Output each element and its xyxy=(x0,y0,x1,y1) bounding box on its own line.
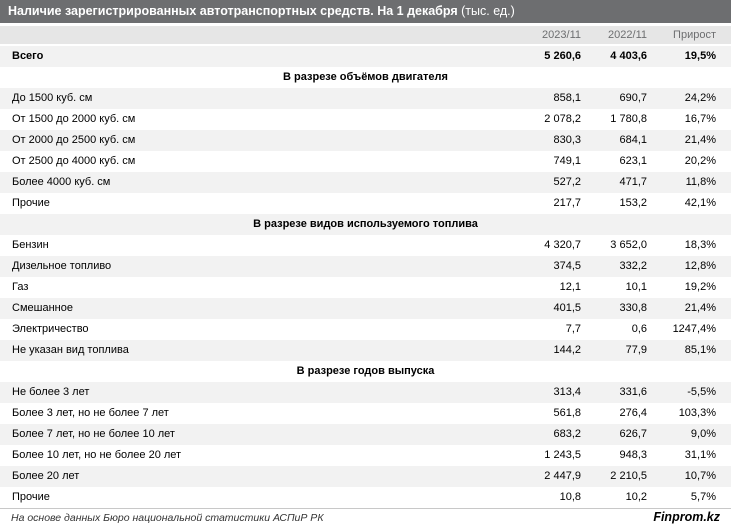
table-row xyxy=(0,319,731,340)
row-label: Бензин xyxy=(12,239,49,251)
row-label: Не более 3 лет xyxy=(12,386,90,398)
value-2023: 683,2 xyxy=(553,428,581,440)
row-label: Более 3 лет, но не более 7 лет xyxy=(12,407,169,419)
value-2023: 561,8 xyxy=(553,407,581,419)
value-2023: 858,1 xyxy=(553,92,581,104)
section-header-label: В разрезе видов используемого топлива xyxy=(253,218,478,230)
value-growth: 5,7% xyxy=(690,491,716,503)
row-label: От 2000 до 2500 куб. см xyxy=(12,134,136,146)
value-2022: 2 210,5 xyxy=(610,470,647,482)
column-header-row xyxy=(0,26,731,44)
row-label: Прочие xyxy=(12,491,50,503)
table-body xyxy=(0,46,731,508)
table-row xyxy=(0,235,731,256)
value-2023: 5 260,6 xyxy=(544,50,581,62)
value-growth: 20,2% xyxy=(684,155,716,167)
brand-logo-text: Finprom.kz xyxy=(653,510,720,524)
value-growth: 1247,4% xyxy=(672,323,716,335)
value-growth: 19,2% xyxy=(684,281,716,293)
value-growth: 16,7% xyxy=(684,113,716,125)
value-2022: 331,6 xyxy=(619,386,647,398)
row-label: Более 10 лет, но не более 20 лет xyxy=(12,449,182,461)
value-2023: 2 447,9 xyxy=(544,470,581,482)
table-title xyxy=(0,0,731,23)
row-label: Всего xyxy=(12,50,44,62)
value-2023: 1 243,5 xyxy=(544,449,581,461)
title-unit: (тыс. ед.) xyxy=(461,4,515,18)
source-note: На основе данных Бюро национальной статистики АСПиР РК xyxy=(11,512,324,524)
table-row xyxy=(0,487,731,508)
row-label: От 2500 до 4000 куб. см xyxy=(12,155,136,167)
value-growth: 103,3% xyxy=(678,407,716,419)
value-growth: -5,5% xyxy=(687,386,716,398)
value-growth: 24,2% xyxy=(684,92,716,104)
value-2022: 77,9 xyxy=(625,344,647,356)
value-2023: 313,4 xyxy=(553,386,581,398)
row-label: Газ xyxy=(12,281,29,293)
value-growth: 31,1% xyxy=(684,449,716,461)
value-2022: 10,1 xyxy=(625,281,647,293)
value-2022: 626,7 xyxy=(619,428,647,440)
table-row xyxy=(0,151,731,172)
column-header-2023: 2023/11 xyxy=(542,29,581,41)
table-row xyxy=(0,466,731,487)
value-2023: 217,7 xyxy=(553,197,581,209)
value-growth: 9,0% xyxy=(690,428,716,440)
table-row xyxy=(0,382,731,403)
value-2022: 153,2 xyxy=(619,197,647,209)
row-label: Более 4000 куб. см xyxy=(12,176,111,188)
value-2023: 830,3 xyxy=(553,134,581,146)
value-2023: 749,1 xyxy=(553,155,581,167)
value-growth: 10,7% xyxy=(684,470,716,482)
table-row xyxy=(0,172,731,193)
section-header-row xyxy=(0,361,731,382)
footer xyxy=(0,508,731,529)
title-text: Наличие зарегистрированных автотранспортных средств. На 1 декабря xyxy=(8,4,458,18)
row-label: Более 7 лет, но не более 10 лет xyxy=(12,428,175,440)
section-header-row xyxy=(0,214,731,235)
column-header-growth: Прирост xyxy=(673,29,716,41)
table-row xyxy=(0,88,731,109)
row-label: Не указан вид топлива xyxy=(12,344,129,356)
value-2022: 330,8 xyxy=(619,302,647,314)
row-label: Более 20 лет xyxy=(12,470,80,482)
row-label: Дизельное топливо xyxy=(12,260,112,272)
table-row xyxy=(0,445,731,466)
row-label: До 1500 куб. см xyxy=(12,92,93,104)
row-label: От 1500 до 2000 куб. см xyxy=(12,113,136,125)
value-2022: 276,4 xyxy=(619,407,647,419)
value-growth: 12,8% xyxy=(684,260,716,272)
value-2022: 4 403,6 xyxy=(610,50,647,62)
value-2023: 4 320,7 xyxy=(544,239,581,251)
value-2023: 401,5 xyxy=(553,302,581,314)
table-row xyxy=(0,193,731,214)
value-growth: 11,8% xyxy=(685,176,716,188)
value-2023: 12,1 xyxy=(559,281,581,293)
value-2022: 471,7 xyxy=(619,176,647,188)
table-row xyxy=(0,424,731,445)
value-2023: 374,5 xyxy=(553,260,581,272)
value-growth: 85,1% xyxy=(684,344,716,356)
row-label: Электричество xyxy=(12,323,89,335)
section-header-label: В разрезе годов выпуска xyxy=(296,365,435,377)
section-header-label: В разрезе объёмов двигателя xyxy=(283,71,448,83)
table-row xyxy=(0,403,731,424)
value-2022: 690,7 xyxy=(619,92,647,104)
value-2022: 3 652,0 xyxy=(610,239,647,251)
table-row xyxy=(0,277,731,298)
value-2022: 1 780,8 xyxy=(610,113,647,125)
row-label: Прочие xyxy=(12,197,50,209)
table-row xyxy=(0,130,731,151)
table-row xyxy=(0,340,731,361)
value-2022: 0,6 xyxy=(631,323,647,335)
table-row xyxy=(0,256,731,277)
value-2022: 10,2 xyxy=(625,491,647,503)
value-growth: 21,4% xyxy=(684,302,716,314)
value-growth: 21,4% xyxy=(684,134,716,146)
value-growth: 19,5% xyxy=(684,50,716,62)
value-2022: 684,1 xyxy=(619,134,647,146)
value-2023: 7,7 xyxy=(565,323,581,335)
value-2023: 527,2 xyxy=(553,176,581,188)
value-2023: 10,8 xyxy=(559,491,581,503)
value-2022: 623,1 xyxy=(619,155,647,167)
value-growth: 42,1% xyxy=(684,197,716,209)
value-2023: 2 078,2 xyxy=(544,113,581,125)
value-2022: 332,2 xyxy=(619,260,647,272)
total-row xyxy=(0,46,731,67)
table-row xyxy=(0,109,731,130)
value-2022: 948,3 xyxy=(619,449,647,461)
value-2023: 144,2 xyxy=(553,344,581,356)
row-label: Смешанное xyxy=(12,302,73,314)
table-row xyxy=(0,298,731,319)
value-growth: 18,3% xyxy=(684,239,716,251)
column-header-2022: 2022/11 xyxy=(608,29,647,41)
section-header-row xyxy=(0,67,731,88)
